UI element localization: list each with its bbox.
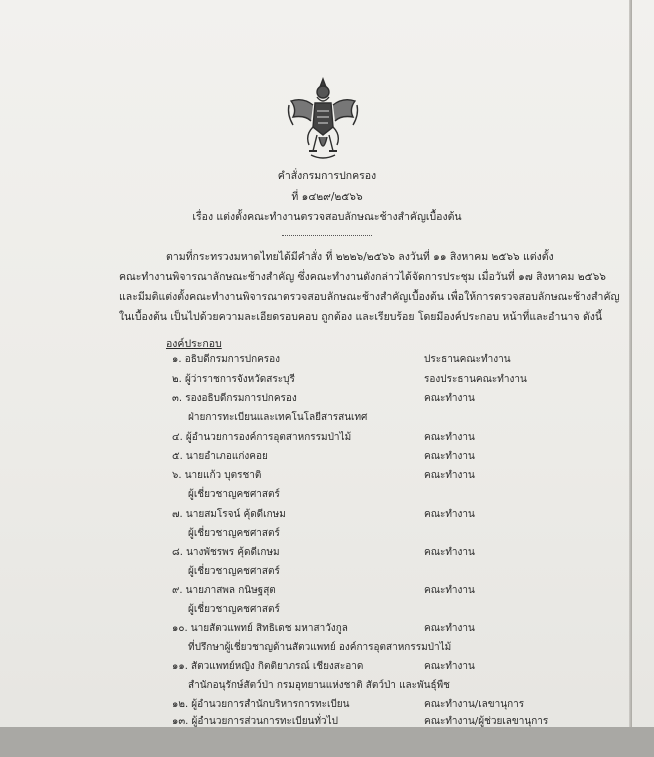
document-agency: คำสั่งกรมการปกครอง	[277, 170, 377, 182]
body-line-4: ในเบื้องต้น เป็นไปด้วยความละเอียดรอบคอบ ถูกต้อง และเรียบร้อย โดยมีองค์ประกอบ หน้าที่และอำนาจ ดังนี้	[119, 311, 603, 323]
member-name: ๒. ผู้ว่าราชการจังหวัดสระบุรี	[172, 374, 295, 385]
member-affiliation: ฝ่ายการทะเบียนและเทคโนโลยีสารสนเทศ	[188, 412, 368, 423]
member-role: ประธานคณะทำงาน	[424, 354, 511, 365]
member-name: ๕. นายอำเภอแก่งคอย	[172, 451, 268, 462]
member-name: ๙. นายภาสพล กนิษฐสุต	[172, 585, 276, 596]
composition-heading: องค์ประกอบ	[166, 338, 222, 350]
member-role: รองประธานคณะทำงาน	[424, 374, 527, 385]
bottom-shadow-band	[0, 727, 654, 757]
member-role: คณะทำงาน	[424, 451, 475, 462]
body-line-2: คณะทำงานพิจารณาลักษณะช้างสำคัญ ซึ่งคณะทำงานดังกล่าวได้จัดการประชุม เมื่อวันที่ ๑๗ สิงหาคม ๒๕๖๖	[119, 271, 606, 283]
member-name: ๑๐. นายสัตวแพทย์ สิทธิเดช มหาสาวังกูล	[172, 623, 348, 634]
member-role: คณะทำงาน	[424, 623, 475, 634]
member-name: ๗. นายสมโรจน์ คุ้ดดีเกษม	[172, 509, 286, 520]
member-role: คณะทำงาน	[424, 585, 475, 596]
member-name: ๔. ผู้อำนวยการองค์การอุตสาหกรรมป่าไม้	[172, 432, 352, 443]
member-affiliation: ผู้เชี่ยวชาญคชศาสตร์	[188, 489, 280, 500]
member-role: คณะทำงาน/เลขานุการ	[424, 699, 525, 710]
member-name: ๑๓. ผู้อำนวยการส่วนการทะเบียนทั่วไป	[172, 716, 338, 727]
document-number: ที่ ๑๔๒๙/๒๕๖๖	[291, 191, 363, 203]
member-name: ๖. นายแก้ว บุตรชาติ	[172, 470, 262, 481]
document-subject: เรื่อง แต่งตั้งคณะทำงานตรวจสอบลักษณะช้างสำคัญเบื้องต้น	[192, 211, 462, 223]
member-name: ๓. รองอธิบดีกรมการปกครอง	[172, 393, 297, 404]
member-name: ๘. นางพัชรพร คุ้ดดีเกษม	[172, 547, 280, 558]
member-name: ๑. อธิบดีกรมการปกครอง	[172, 354, 281, 365]
member-affiliation: ผู้เชี่ยวชาญคชศาสตร์	[188, 604, 280, 615]
member-role: คณะทำงาน	[424, 432, 475, 443]
member-role: คณะทำงาน	[424, 661, 475, 672]
member-role: คณะทำงาน/ผู้ช่วยเลขานุการ	[424, 716, 549, 727]
body-line-3: และมีมติแต่งตั้งคณะทำงานพิจารณาตรวจสอบลักษณะช้างสำคัญเบื้องต้น เพื่อให้การตรวจสอบลักษณะช้างสำคัญ	[119, 291, 620, 303]
member-role: คณะทำงาน	[424, 509, 475, 520]
member-affiliation: ที่ปรึกษาผู้เชี่ยวชาญด้านสัตวแพทย์ องค์การอุตสาหกรรมป่าไม้	[188, 642, 452, 653]
separator-line	[282, 235, 372, 236]
garuda-emblem-icon	[283, 75, 363, 165]
member-role: คณะทำงาน	[424, 547, 475, 558]
member-role: คณะทำงาน	[424, 393, 475, 404]
member-name: ๑๑. สัตวแพทย์หญิง กิตติยาภรณ์ เชียงสะอาด	[172, 661, 364, 672]
body-line-1: ตามที่กระทรวงมหาดไทยได้มีคำสั่ง ที่ ๒๒๒๖/๒๕๖๖ ลงวันที่ ๑๑ สิงหาคม ๒๕๖๖ แต่งตั้ง	[166, 251, 554, 263]
member-name: ๑๒. ผู้อำนวยการสำนักบริหารการทะเบียน	[172, 699, 350, 710]
member-role: คณะทำงาน	[424, 470, 475, 481]
member-affiliation: ผู้เชี่ยวชาญคชศาสตร์	[188, 566, 280, 577]
page-edge-shadow	[629, 0, 632, 757]
member-affiliation: ผู้เชี่ยวชาญคชศาสตร์	[188, 528, 280, 539]
member-affiliation: สำนักอนุรักษ์สัตว์ป่า กรมอุทยานแห่งชาติ สัตว์ป่า และพันธุ์พืช	[188, 680, 450, 691]
